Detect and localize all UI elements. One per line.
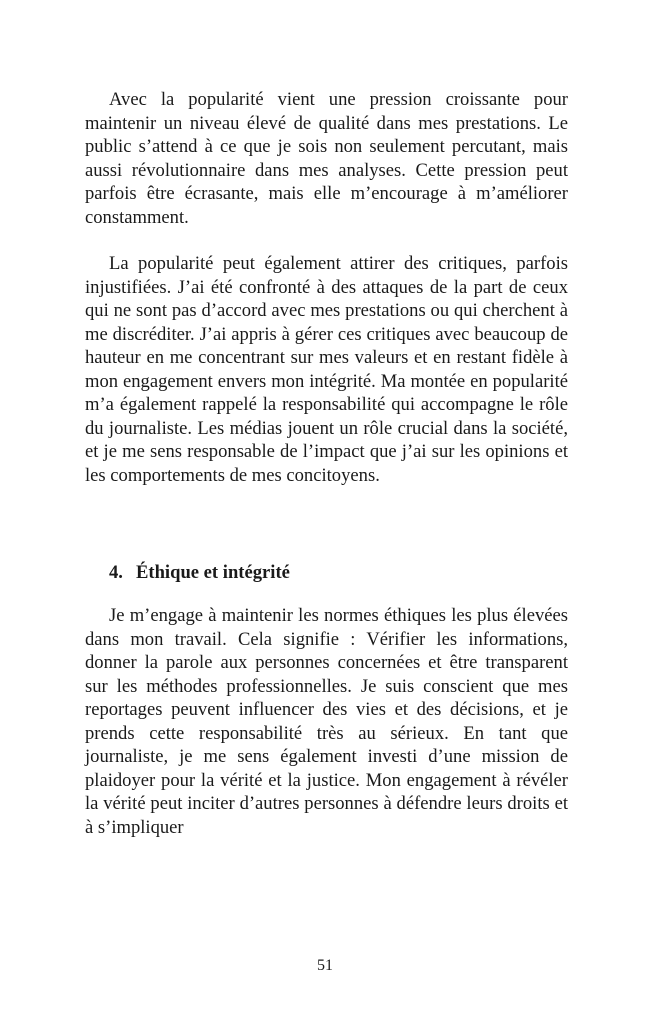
paragraph: La popularité peut également attirer des critiques, parfois injustifiées. J’ai été confronté à des attaques de la part de ceux qui ne sont pas d’accord avec mes prestations ou qui cherchent à me discréditer. J’ai appris à gérer ces critiques avec beaucoup de hauteur en me concentrant sur mes valeurs et en restant fidèle à mon engagement envers mon intégrité. Ma montée en popularité m’a également rappelé la responsabilité qui accompagne le rôle du journaliste. Les médias jouent un rôle crucial dans la société, et je me sens responsable de l’impact que j’ai sur les opinions et les comportements de mes concitoyens. [85, 253, 568, 486]
page-number: 51 [317, 957, 333, 974]
section-heading [109, 561, 290, 584]
section-number: 4. [109, 562, 123, 583]
paragraph: Je m’engage à maintenir les normes éthiques les plus élevées dans mon travail. Cela signifie : Vérifier les informations, donner la parole aux personnes concernées et être transparent sur les méthodes professionnelles. Je suis conscient que mes reportages peuvent influencer des vies et des décisions, et je prends cette responsabilité très au sérieux. En tant que journaliste, je me sens également investi d’une mission de plaidoyer pour la vérité et la justice. Mon engagement à révéler la vérité peut inciter d’autres personnes à défendre leurs droits et à s’impliquer [85, 605, 568, 838]
section-title: Éthique et intégrité [136, 562, 290, 583]
paragraph: Avec la popularité vient une pression croissante pour maintenir un niveau élevé de qualité dans mes prestations. Le public s’attend à ce que je sois non seulement percutant, mais aussi révolutionnaire dans mes analyses. Cette pression peut parfois être écrasante, mais elle m’encourage à m’améliorer constamment. [85, 89, 568, 228]
